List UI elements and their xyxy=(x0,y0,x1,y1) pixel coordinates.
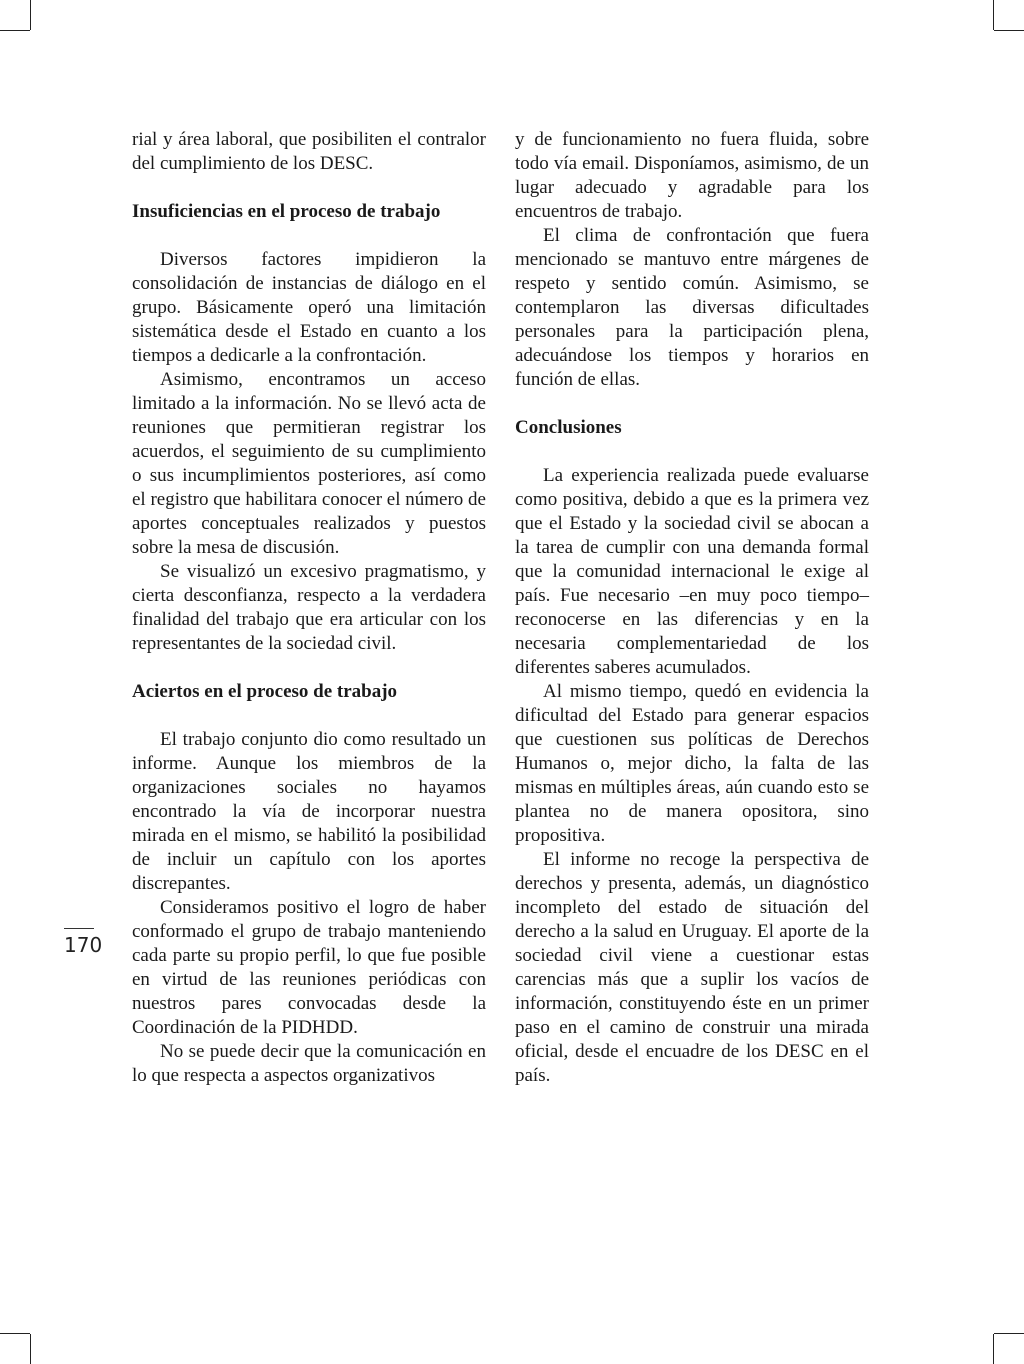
crop-mark-top-right-horizontal xyxy=(994,30,1024,31)
left-text-column xyxy=(132,128,486,1088)
paragraph: El informe no recoge la perspectiva de derechos y presenta, además, un diagnóstico incompleto del estado de situación del derecho a la salud en Uruguay. El aporte de la sociedad civil viene a cuestionar estas carencias más que a suplir los vacíos de información, constituyendo éste en un primer paso en el camino de construir una mirada oficial, desde el encuadre de los DESC en el país. xyxy=(515,849,869,1086)
paragraph: Asimismo, encontramos un acceso limitado a la información. No se llevó acta de reuniones que permitieran registrar los acuerdos, el seguimiento de su cumplimiento o sus incumplimientos posteriores, así como el registro que habilitara conocer el número de aportes conceptuales realizados y puestos sobre la mesa de discusión. xyxy=(132,369,486,558)
paragraph-continuation: y de funcionamiento no fuera fluida, sobre todo vía email. Disponíamos, asimismo, de un lugar adecuado y agradable para los encuentros de trabajo. xyxy=(515,129,869,222)
section-heading-aciertos: Aciertos en el proceso de trabajo xyxy=(132,681,398,702)
crop-mark-bottom-right-horizontal xyxy=(994,1333,1024,1334)
paragraph: No se puede decir que la comunicación en lo que respecta a aspectos organizativos xyxy=(132,1041,486,1086)
page-number: 170 xyxy=(64,933,103,957)
paragraph: El trabajo conjunto dio como resultado un informe. Aunque los miembros de la organizaciones sociales no hayamos encontrado la vía de incorporar nuestra mirada en el mismo, se habilitó la posibilidad de incluir un capítulo con los aportes discrepantes. xyxy=(132,729,486,894)
crop-mark-bottom-left-horizontal xyxy=(0,1333,30,1334)
paragraph: El clima de confrontación que fuera mencionado se mantuvo entre márgenes de respeto y sentido común. Asimismo, se contemplaron las diversas dificultades personales para la participación plena, adecuándose los tiempos y horarios en función de ellas. xyxy=(515,225,869,390)
paragraph: Diversos factores impidieron la consolidación de instancias de diálogo en el grupo. Básicamente operó una limitación sistemática desde el Estado en cuanto a los tiempos a dedicarle a la confrontación. xyxy=(132,249,486,366)
page-number-block xyxy=(64,928,102,957)
paragraph: Consideramos positivo el logro de haber conformado el grupo de trabajo manteniendo cada parte su propio perfil, lo que fue posible en virtud de las reuniones periódicas con nuestros pares convocadas desde la Coordinación de la PIDHDD. xyxy=(132,897,486,1038)
crop-mark-top-right-vertical xyxy=(993,0,994,30)
crop-mark-top-left-horizontal xyxy=(0,30,30,31)
crop-mark-top-left-vertical xyxy=(30,0,31,30)
page-number-rule xyxy=(64,928,94,929)
section-heading-insuficiencias: Insuficiencias en el proceso de trabajo xyxy=(132,201,441,222)
section-heading-conclusiones: Conclusiones xyxy=(515,417,622,438)
crop-mark-bottom-right-vertical xyxy=(993,1334,994,1364)
paragraph-continuation: rial y área laboral, que posibiliten el contralor del cumplimiento de los DESC. xyxy=(132,129,486,174)
paragraph: Al mismo tiempo, quedó en evidencia la dificultad del Estado para generar espacios que cuestionen sus políticas de Derechos Humanos o, mejor dicho, la falta de las mismas en múltiples áreas, aún cuando esto se plantea no de manera opositora, sino propositiva. xyxy=(515,681,869,846)
right-text-column xyxy=(515,128,869,1088)
crop-mark-bottom-left-vertical xyxy=(30,1334,31,1364)
paragraph: Se visualizó un excesivo pragmatismo, y cierta desconfianza, respecto a la verdadera finalidad del trabajo que era articular con los representantes de la sociedad civil. xyxy=(132,561,486,654)
paragraph: La experiencia realizada puede evaluarse como positiva, debido a que es la primera vez que el Estado y la sociedad civil se abocan a la tarea de cumplir con una demanda formal que la comunidad internacional le exige al país. Fue necesario –en muy poco tiempo– reconocerse en las diferencias y en la necesaria complementariedad de los diferentes saberes acumulados. xyxy=(515,465,869,678)
